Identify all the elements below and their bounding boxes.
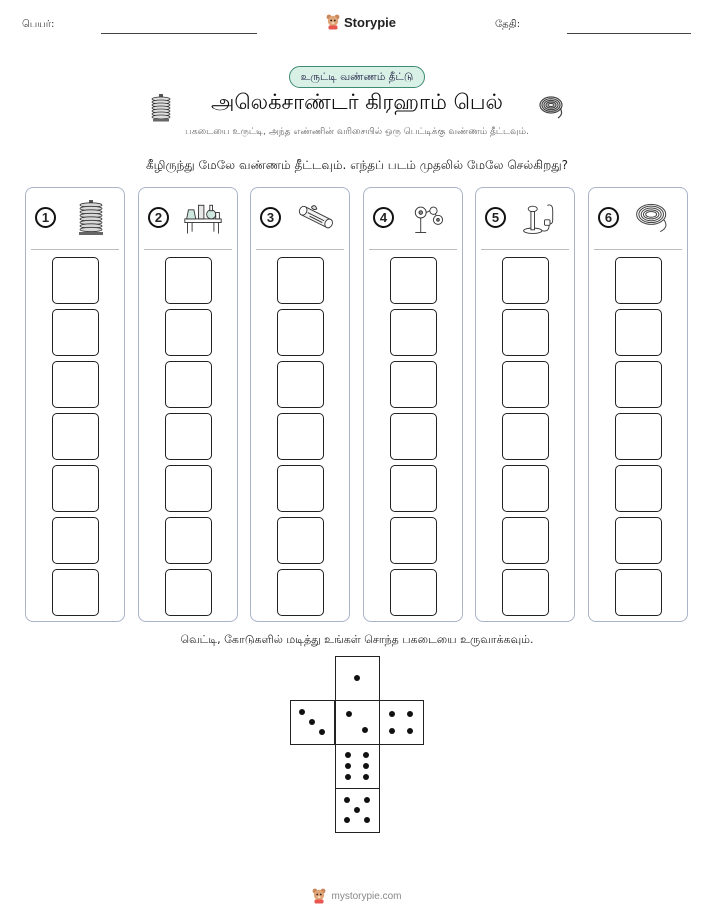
column-divider — [481, 249, 569, 250]
battery-stack-icon — [70, 200, 110, 236]
candlestick-telephone-icon — [520, 200, 560, 236]
color-box[interactable] — [615, 465, 662, 512]
color-box[interactable] — [277, 465, 324, 512]
page-title — [0, 90, 714, 117]
storypie-mascot-icon — [326, 14, 340, 30]
column-1 — [25, 187, 125, 622]
pip — [364, 817, 370, 823]
die-face-5 — [335, 788, 380, 833]
color-box[interactable] — [165, 257, 212, 304]
pip — [309, 719, 315, 725]
color-box[interactable] — [165, 361, 212, 408]
color-box[interactable] — [390, 257, 437, 304]
color-box[interactable] — [52, 309, 99, 356]
color-box[interactable] — [277, 517, 324, 564]
die-face-6 — [335, 744, 380, 789]
color-box[interactable] — [52, 257, 99, 304]
column-3 — [250, 187, 350, 622]
pip — [344, 817, 350, 823]
name-label: பெயர்: — [22, 19, 55, 30]
brand-name: Storypie — [344, 14, 397, 30]
die-face-2 — [335, 700, 380, 745]
color-box[interactable] — [390, 569, 437, 616]
footer — [0, 888, 714, 904]
column-divider — [594, 249, 682, 250]
color-box[interactable] — [502, 309, 549, 356]
color-box[interactable] — [390, 465, 437, 512]
pip — [389, 728, 395, 734]
column-5 — [475, 187, 575, 622]
color-box[interactable] — [52, 413, 99, 460]
pip — [363, 752, 369, 758]
pip — [345, 774, 351, 780]
pip — [407, 711, 413, 717]
color-box[interactable] — [615, 309, 662, 356]
scroll-icon — [295, 200, 335, 236]
pip — [354, 807, 360, 813]
color-box[interactable] — [615, 257, 662, 304]
color-box[interactable] — [615, 569, 662, 616]
column-divider — [256, 249, 344, 250]
color-box[interactable] — [502, 361, 549, 408]
color-box[interactable] — [165, 465, 212, 512]
pip — [389, 711, 395, 717]
color-box[interactable] — [390, 413, 437, 460]
subtitle: பகடையை உருட்டி, அந்த எண்ணின் வரிசையில் ஒரு பெட்டிக்கு வண்ணம் தீட்டவும். — [185, 127, 529, 137]
color-box[interactable] — [277, 569, 324, 616]
die-face-3 — [290, 700, 335, 745]
column-number: 6 — [598, 207, 619, 228]
footer-url[interactable]: mystorypie.com — [331, 890, 402, 902]
column-6 — [588, 187, 688, 622]
color-box[interactable] — [277, 257, 324, 304]
gears-icon — [408, 200, 448, 236]
color-box[interactable] — [390, 309, 437, 356]
activity-pill — [289, 66, 425, 88]
color-box[interactable] — [615, 361, 662, 408]
column-number: 5 — [485, 207, 506, 228]
color-box[interactable] — [277, 309, 324, 356]
pip — [363, 763, 369, 769]
column-4 — [363, 187, 463, 622]
color-box[interactable] — [165, 569, 212, 616]
date-line[interactable] — [567, 33, 691, 34]
color-box[interactable] — [52, 569, 99, 616]
pip — [407, 728, 413, 734]
column-divider — [31, 249, 119, 250]
color-box[interactable] — [390, 361, 437, 408]
instruction: கீழிருந்து மேலே வண்ணம் தீட்டவும். எந்தப் படம் முதலில் மேலே செல்கிறது? — [145, 158, 569, 172]
column-divider — [369, 249, 457, 250]
die-face-1 — [335, 656, 380, 701]
color-box[interactable] — [52, 517, 99, 564]
pip — [363, 774, 369, 780]
column-number: 4 — [373, 207, 394, 228]
color-box[interactable] — [502, 465, 549, 512]
column-2 — [138, 187, 238, 622]
pill-label: உருட்டி வண்ணம் தீட்டு — [300, 70, 414, 83]
title-text: அலெக்சாண்டர் கிரஹாம் பெல் — [211, 90, 503, 114]
brand-logo — [326, 14, 396, 30]
cable-coil-icon — [538, 94, 566, 120]
column-number: 1 — [35, 207, 56, 228]
pip — [346, 711, 352, 717]
column-number: 2 — [148, 207, 169, 228]
pip — [364, 797, 370, 803]
pip — [319, 729, 325, 735]
color-box[interactable] — [165, 517, 212, 564]
color-box[interactable] — [52, 361, 99, 408]
column-divider — [144, 249, 232, 250]
color-box[interactable] — [502, 517, 549, 564]
column-number: 3 — [260, 207, 281, 228]
battery-stack-icon — [150, 94, 172, 122]
pip — [299, 709, 305, 715]
pip — [345, 763, 351, 769]
date-label: தேதி: — [495, 19, 521, 30]
pip — [344, 797, 350, 803]
color-box[interactable] — [277, 413, 324, 460]
color-box[interactable] — [615, 413, 662, 460]
color-box[interactable] — [390, 517, 437, 564]
color-box[interactable] — [165, 413, 212, 460]
color-box[interactable] — [165, 309, 212, 356]
cut-instruction: வெட்டி, கோடுகளில் மடித்து உங்கள் சொந்த பகடையை உருவாக்கவும். — [180, 633, 534, 646]
color-box[interactable] — [615, 517, 662, 564]
name-line[interactable] — [101, 33, 257, 34]
color-box[interactable] — [502, 257, 549, 304]
color-box[interactable] — [502, 413, 549, 460]
color-box[interactable] — [52, 465, 99, 512]
pip — [354, 675, 360, 681]
storypie-mascot-icon — [312, 888, 326, 904]
color-box[interactable] — [277, 361, 324, 408]
pip — [362, 727, 368, 733]
die-face-4 — [379, 700, 424, 745]
color-box[interactable] — [502, 569, 549, 616]
cable-coil-icon — [633, 200, 673, 236]
pip — [345, 752, 351, 758]
lab-table-icon — [183, 200, 223, 236]
